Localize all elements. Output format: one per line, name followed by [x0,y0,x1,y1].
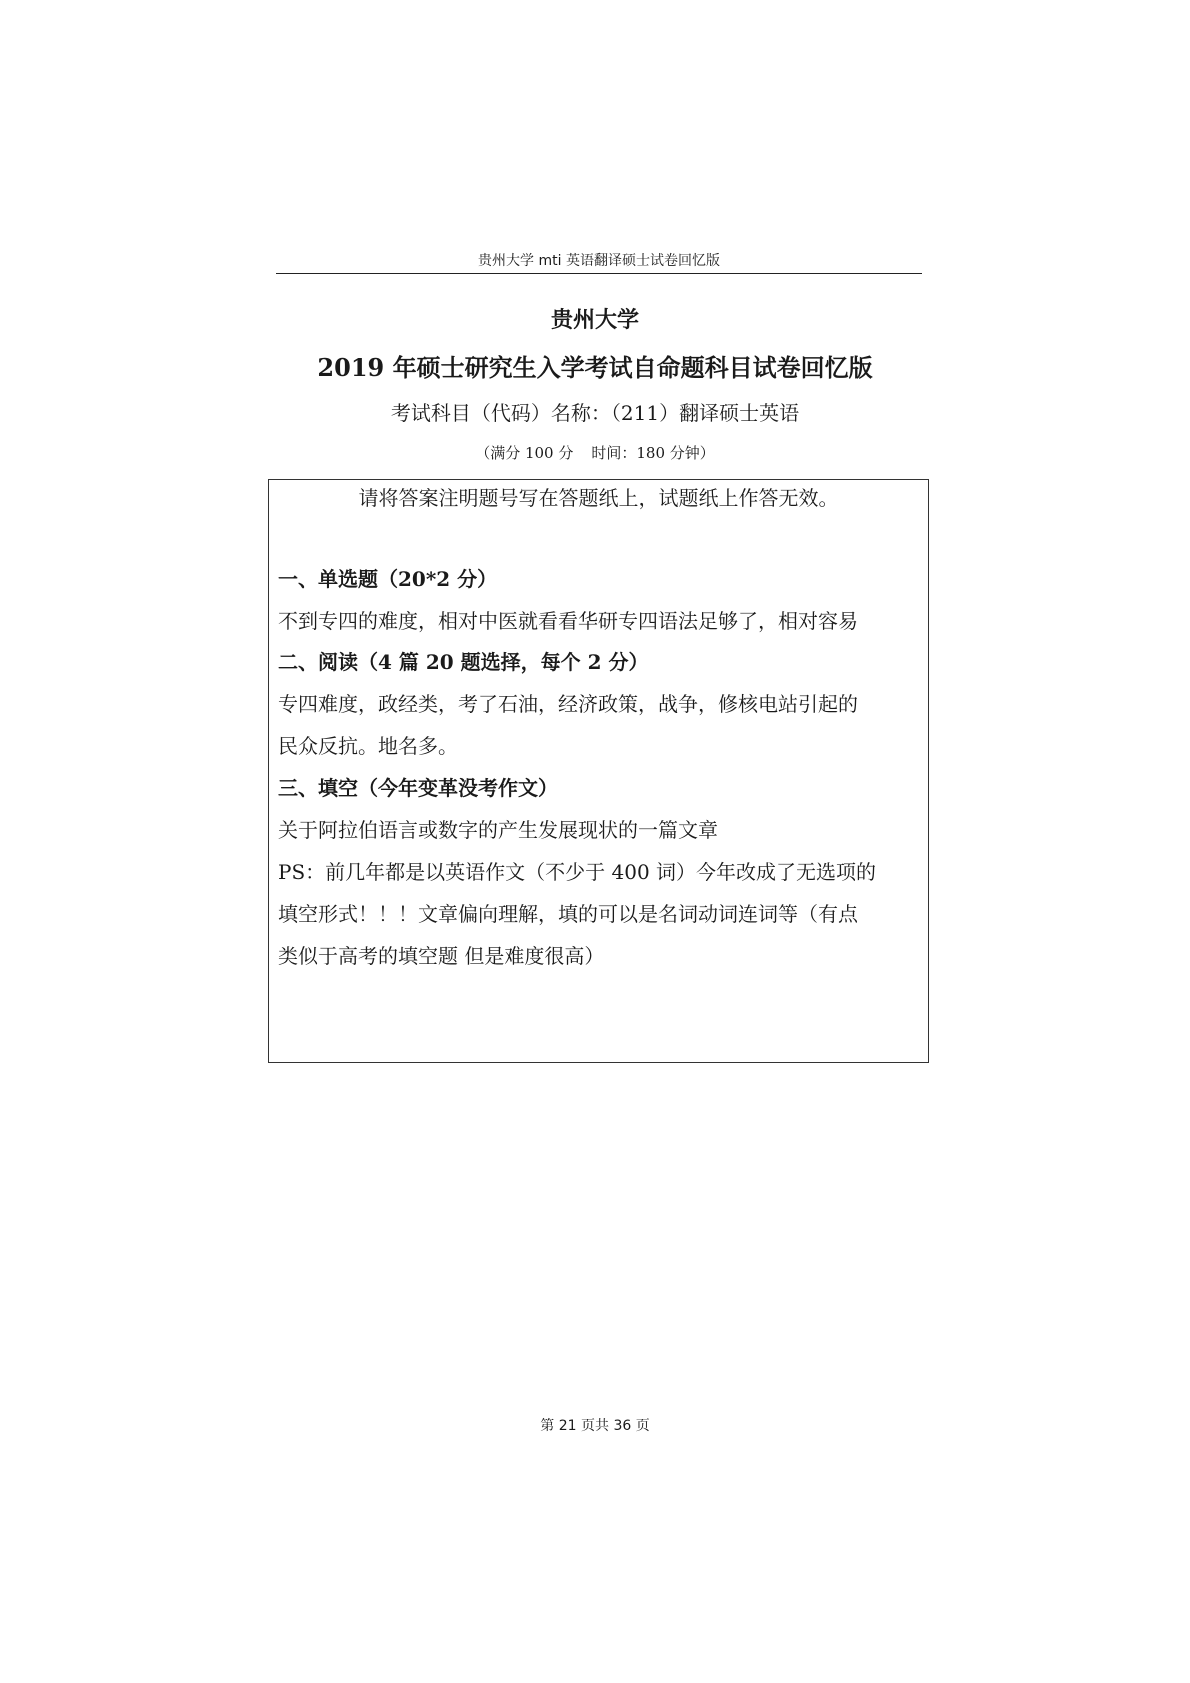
section-body-line: 类似于高考的填空题 但是难度很高） [278,944,605,968]
section-heading-reading: 二、阅读（4 篇 20 题选择，每个 2 分） [278,650,649,674]
section-body-line: PS：前几年都是以英语作文（不少于 400 词）今年改成了无选项的 [278,860,877,884]
section-body-line: 专四难度，政经类，考了石油，经济政策，战争，修核电站引起的 [278,692,858,716]
running-header: 贵州大学 mti 英语翻译硕士试卷回忆版 [478,253,720,269]
exam-title: 2019 年硕士研究生入学考试自命题科目试卷回忆版 [317,353,873,382]
header-rule [276,273,922,274]
section-body-line: 填空形式！！！文章偏向理解，填的可以是名词动词连词等（有点 [278,902,858,926]
section-body-line: 民众反抗。地名多。 [278,734,458,758]
section-heading-single-choice: 一、单选题（20*2 分） [278,567,498,591]
section-body-line: 关于阿拉伯语言或数字的产生发展现状的一篇文章 [278,818,718,842]
section-body-line: 不到专四的难度，相对中医就看看华研专四语法足够了，相对容易 [278,609,858,633]
exam-time: 时间：180 分钟） [591,444,715,462]
page-number: 第 21 页共 36 页 [540,1418,650,1434]
score-and-time [0,442,1190,464]
university-name: 贵州大学 [550,307,639,333]
section-heading-cloze: 三、填空（今年变革没考作文） [278,776,558,800]
exam-subject: 考试科目（代码）名称：（211）翻译硕士英语 [390,401,800,425]
answer-box [268,479,929,1063]
full-score: （满分 100 分 [475,444,574,462]
answer-instruction: 请将答案注明题号写在答题纸上，试题纸上作答无效。 [358,486,839,510]
